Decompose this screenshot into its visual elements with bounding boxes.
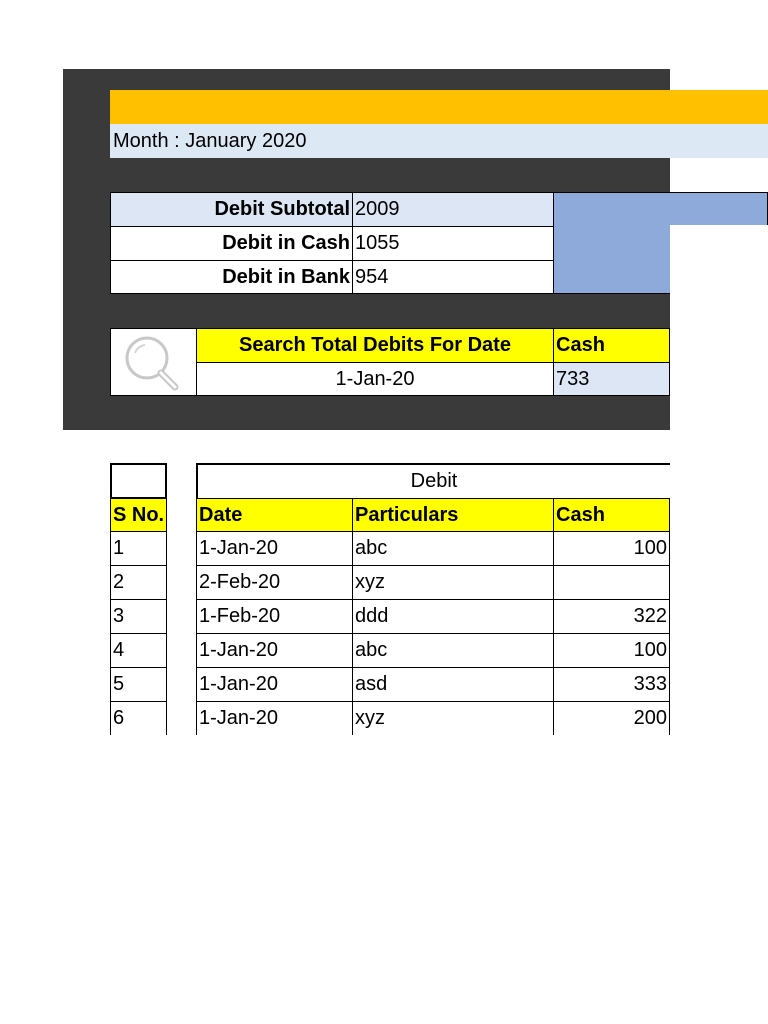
search-cash-header: Cash — [553, 328, 670, 363]
table-row-sno[interactable]: 5 — [110, 667, 167, 702]
debit-cash-label: Debit in Cash — [110, 226, 353, 261]
table-row-sno[interactable]: 4 — [110, 633, 167, 668]
table-row-cash[interactable]: 200 — [553, 701, 670, 735]
table-row-cash[interactable]: 100 — [553, 531, 670, 566]
debit-subtotal-value[interactable]: 2009 — [352, 192, 554, 227]
table-row-date[interactable]: 1-Jan-20 — [196, 531, 353, 566]
table-row-particulars[interactable]: ddd — [352, 599, 554, 634]
table-row-particulars[interactable]: asd — [352, 667, 554, 702]
table-row-sno[interactable]: 3 — [110, 599, 167, 634]
table-row-cash[interactable]: 322 — [553, 599, 670, 634]
table-row-cash[interactable]: 333 — [553, 667, 670, 702]
month-label: Month : January 2020 — [110, 124, 768, 158]
debit-group-header: Debit — [196, 463, 670, 499]
table-row-date[interactable]: 1-Jan-20 — [196, 701, 353, 735]
search-cash-result: 733 — [553, 362, 670, 396]
table-row-cash[interactable]: 100 — [553, 633, 670, 668]
table-row-particulars[interactable]: abc — [352, 633, 554, 668]
header-date: Date — [196, 498, 353, 532]
table-row-cash[interactable] — [553, 565, 670, 600]
search-button[interactable] — [110, 328, 197, 396]
blank-area — [670, 225, 768, 294]
table-row-sno[interactable]: 2 — [110, 565, 167, 600]
table-row-particulars[interactable]: abc — [352, 531, 554, 566]
debit-cash-value[interactable]: 1055 — [352, 226, 554, 261]
table-row-date[interactable]: 1-Jan-20 — [196, 667, 353, 702]
table-row-date[interactable]: 2-Feb-20 — [196, 565, 353, 600]
debit-bank-value[interactable]: 954 — [352, 260, 554, 294]
debit-subtotal-label: Debit Subtotal — [110, 192, 353, 227]
search-date-input[interactable]: 1-Jan-20 — [196, 362, 554, 396]
magnifier-icon — [111, 329, 196, 395]
table-row-particulars[interactable]: xyz — [352, 701, 554, 735]
title-bar — [110, 90, 768, 124]
empty-header-cell — [110, 463, 167, 499]
table-row-sno[interactable]: 1 — [110, 531, 167, 566]
header-cash: Cash — [553, 498, 670, 532]
debit-bank-label: Debit in Bank — [110, 260, 353, 294]
table-row-date[interactable]: 1-Feb-20 — [196, 599, 353, 634]
table-row-sno[interactable]: 6 — [110, 701, 167, 735]
table-row-date[interactable]: 1-Jan-20 — [196, 633, 353, 668]
header-sno: S No. — [110, 498, 167, 532]
header-particulars: Particulars — [352, 498, 554, 532]
search-title: Search Total Debits For Date — [196, 328, 554, 363]
table-row-particulars[interactable]: xyz — [352, 565, 554, 600]
